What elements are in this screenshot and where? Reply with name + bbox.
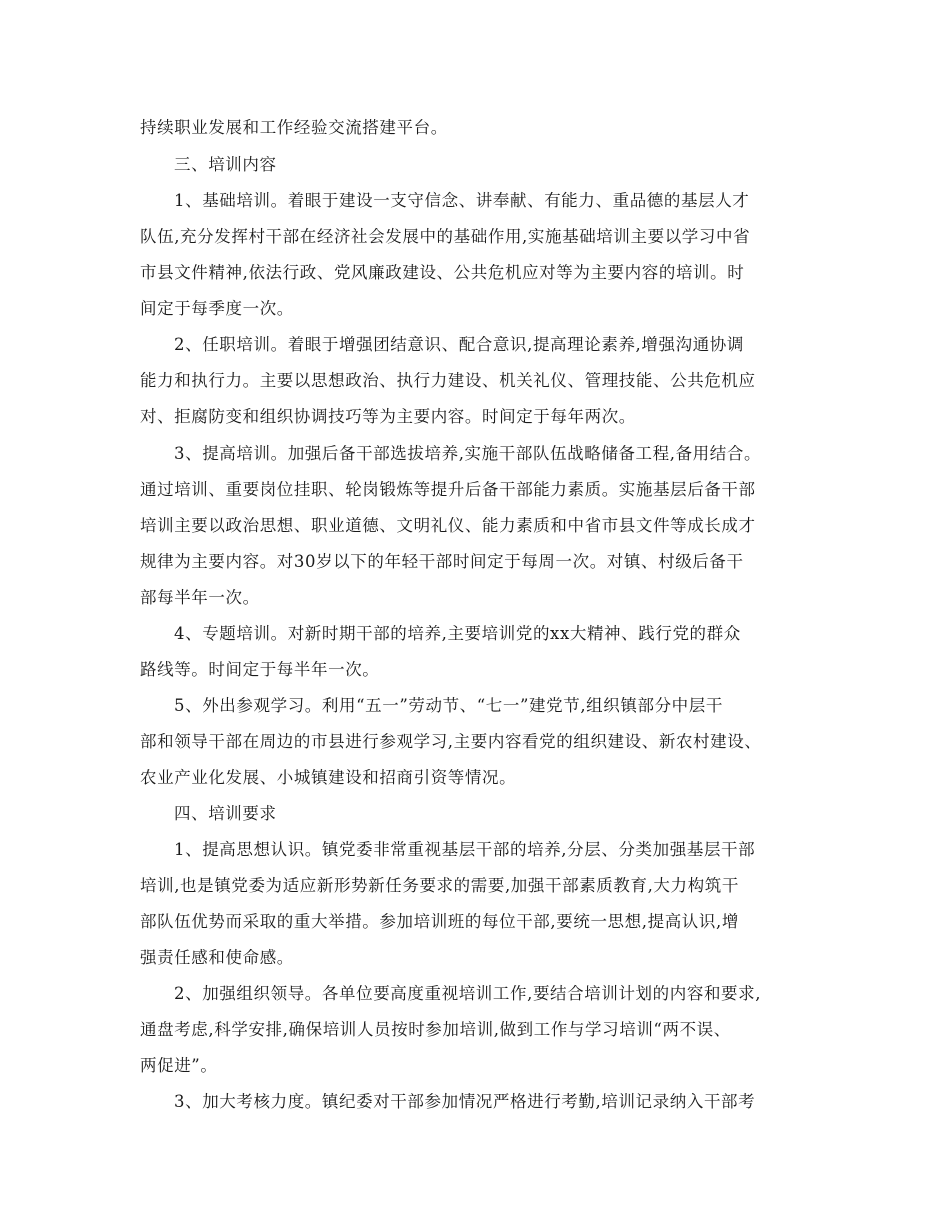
text-line: 3、加大考核力度。镇纪委对干部参加情况严格进行考勤,培训记录纳入干部考 [174,1092,756,1111]
text-line: 5、外出参观学习。利用“五一”劳动节、“七一”建党节,组织镇部分中层干 [174,696,723,715]
text-line: 培训,也是镇党委为适应新形势新任务要求的需要,加强干部素质教育,大力构筑干 [140,876,739,895]
text-line: 1、基础培训。着眼于建设一支守信念、讲奉献、有能力、重品德的基层人才 [174,191,750,210]
text-line: 路线等。时间定于每半年一次。 [140,660,380,679]
text-line: 3、提高培训。加强后备干部选拔培养,实施干部队伍战略储备工程,备用结合。 [174,444,762,463]
text-line: 2、加强组织领导。各单位要高度重视培训工作,要结合培训计划的内容和要求, [174,984,762,1003]
text-line: 规律为主要内容。对30岁以下的年轻干部时间定于每周一次。对镇、村级后备干 [140,552,744,571]
text-line: 持续职业发展和工作经验交流搭建平台。 [140,118,448,137]
text-line: 通盘考虑,科学安排,确保培训人员按时参加培训,做到工作与学习培训“两不误、 [140,1020,731,1039]
text-line: 两促进”。 [140,1056,218,1075]
text-line: 能力和执行力。主要以思想政治、执行力建设、机关礼仪、管理技能、公共危机应 [140,371,756,390]
text-line: 4、专题培训。对新时期干部的培养,主要培训党的xx大精神、践行党的群众 [174,624,741,643]
section-heading: 三、培训内容 [174,155,277,174]
text-line: 部每半年一次。 [140,588,260,607]
text-line: 强责任感和使命感。 [140,948,294,967]
text-line: 1、提高思想认识。镇党委非常重视基层干部的培养,分层、分类加强基层干部 [174,840,756,859]
text-line: 农业产业化发展、小城镇建设和招商引资等情况。 [140,768,517,787]
text-line: 间定于每季度一次。 [140,299,294,318]
text-line: 2、任职培训。着眼于增强团结意识、配合意识,提高理论素养,增强沟通协调 [174,335,744,354]
text-line: 部队伍优势而采取的重大举措。参加培训班的每位干部,要统一思想,提高认识,增 [140,912,739,931]
text-line: 部和领导干部在周边的市县进行参观学习,主要内容看党的组织建设、新农村建设、 [140,732,762,751]
text-line: 通过培训、重要岗位挂职、轮岗锻炼等提升后备干部能力素质。实施基层后备干部 [140,480,756,499]
text-line: 培训主要以政治思想、职业道德、文明礼仪、能力素质和中省市县文件等成长成才 [140,516,756,535]
text-line: 队伍,充分发挥村干部在经济社会发展中的基础作用,实施基础培训主要以学习中省 [140,227,751,246]
text-line: 市县文件精神,依法行政、党风廉政建设、公共危机应对等为主要内容的培训。时 [140,263,745,282]
section-heading: 四、培训要求 [174,804,277,823]
text-line: 对、拒腐防变和组织协调技巧等为主要内容。时间定于每年两次。 [140,407,636,426]
